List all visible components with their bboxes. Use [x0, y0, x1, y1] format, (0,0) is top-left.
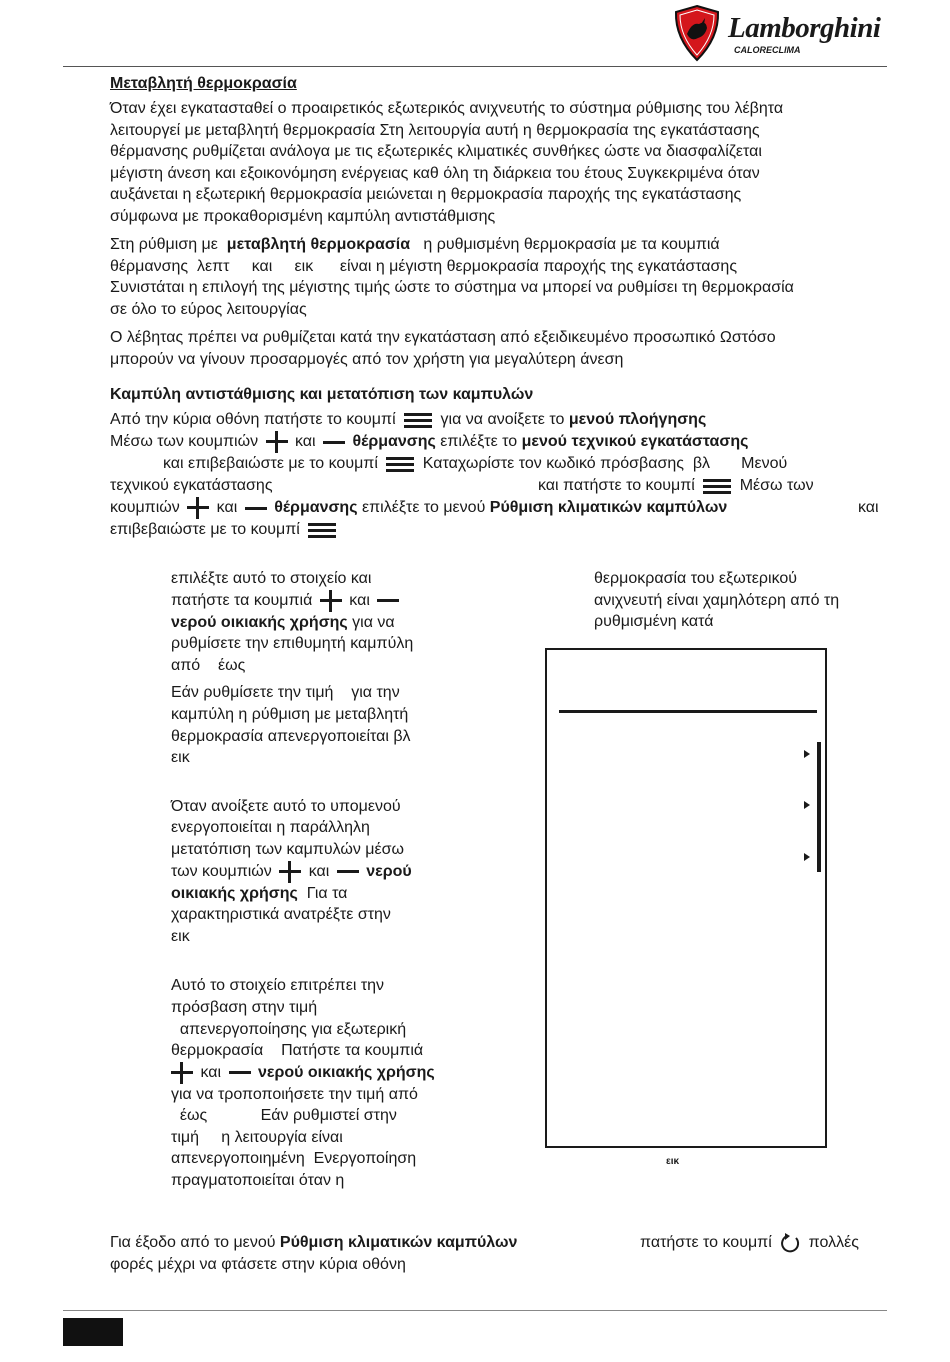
text-span: επιβεβαιώστε με το κουμπί [110, 521, 300, 538]
column-left [171, 568, 471, 1192]
menu-lines-icon [308, 522, 336, 538]
text-line: πραγματοποιείται όταν η [171, 1172, 345, 1190]
text-line [110, 497, 900, 519]
plus-icon [279, 861, 301, 883]
text-line [171, 883, 471, 905]
paragraph-exit-menu [110, 1232, 900, 1276]
block-outdoor-cutoff [171, 975, 471, 1191]
minus-icon [229, 1071, 251, 1074]
text-line: Όταν ανοίξετε αυτό το υπομενού [171, 797, 401, 815]
text-line: έως Εάν ρυθμιστεί στην [171, 1107, 397, 1125]
text-line: χαρακτηριστικά ανατρέξτε στην [171, 906, 391, 924]
minus-icon [337, 870, 359, 873]
text-span: και πατήστε το κουμπί [538, 477, 695, 494]
section-title-compensation-curve: Καμπύλη αντιστάθμισης και μετατόπιση των καμπυλών [110, 386, 534, 403]
text-span [640, 1232, 859, 1254]
text-line: φορές μέχρι να φτάσετε στην κύρια οθόνη [110, 1256, 406, 1273]
text-line: απενεργοποιημένη Ενεργοποίηση [171, 1150, 417, 1168]
paragraph-max-temperature [110, 234, 900, 320]
text-line [110, 453, 900, 475]
menu-arrow-icon [804, 750, 810, 758]
section-title-variable-temperature: Μεταβλητή θερμοκρασία [110, 75, 297, 92]
plus-icon [266, 431, 288, 453]
text-span: κουμπιών [110, 499, 180, 517]
text-line: μετατόπιση των καμπυλών μέσω [171, 840, 405, 858]
paragraph-variable-temperature-intro [110, 98, 900, 228]
text-line: θερμοκρασία Πατήστε τα κουμπιά [171, 1042, 424, 1060]
text-span: Για έξοδο από το μενού [110, 1234, 276, 1251]
term-installer-menu: μενού τεχνικού εγκατάστασης [521, 433, 749, 451]
text-line: εικ [171, 927, 190, 945]
text-span: πολλές [808, 1234, 859, 1252]
text-span: και [858, 499, 879, 516]
text-line: επιλέξτε αυτό το στοιχείο και [171, 570, 372, 587]
text-span: και [200, 1063, 222, 1081]
term-dhw: νερού [366, 862, 412, 880]
menu-lines-icon [386, 456, 414, 472]
text-line: από έως [171, 656, 246, 674]
page-number-tab [63, 1318, 123, 1346]
text-line [110, 234, 900, 256]
text-line: σε όλο το εύρος λειτουργίας [110, 300, 307, 318]
text-line: πρόσβαση στην τιμή [171, 998, 318, 1016]
minus-icon [323, 441, 345, 444]
text-line: ρυθμισμένη κατά [594, 613, 714, 631]
text-line: Όταν έχει εγκατασταθεί ο προαιρετικός εξωτερικός ανιχνευτής το σύστημα ρύθμισης του λέβητα [110, 100, 784, 117]
text-span: για να [347, 613, 395, 631]
term-dhw: νερού οικιακής χρήσης [171, 613, 348, 631]
text-line: θερμοκρασία του εξωτερικού [594, 570, 798, 587]
display-header-divider [559, 710, 817, 713]
text-line: απενεργοποίησης για εξωτερική [171, 1020, 407, 1038]
block-parallel-shift [171, 796, 471, 948]
menu-arrow-icon [804, 853, 810, 861]
paragraph-installer-note [110, 327, 900, 370]
text-span: Για τα [297, 884, 348, 902]
text-line: αυξάνεται η εξωτερική θερμοκρασία μειώνεται η θερμοκρασία παροχής της εγκατάστασης [110, 186, 742, 204]
text-line: μέγιστη άνεση και εξοικονόμηση ενέργειας καθ όλη τη διάρκεια του έτους Συγκεκριμένα όταν [110, 164, 760, 182]
brand-name: Lamborghini [728, 12, 881, 44]
text-span: Από την κύρια οθόνη πατήστε το κουμπί [110, 411, 396, 428]
text-line: λειτουργεί με μεταβλητή θερμοκρασία Στη λειτουργία αυτή η θερμοκρασία της εγκατάστασης [110, 121, 760, 139]
text-line: εικ [171, 749, 190, 767]
text-span: για να ανοίξετε το [440, 411, 565, 428]
text-line: για να τροποποιήσετε την τιμή από [171, 1085, 418, 1103]
text-span: και [349, 591, 370, 609]
text-span: επιλέξτε το [435, 433, 518, 451]
term-climate-curves-menu: Ρύθμιση κλιματικών καμπύλων [279, 1234, 518, 1251]
paragraph-navigation-steps [110, 409, 900, 541]
text-line [110, 409, 900, 431]
text-line: μπορούν να γίνουν προσαρμογές από τον χρήστη για μεγαλύτερη άνεση [110, 350, 624, 368]
text-line: ανιχνευτή είναι χαμηλότερη από τη [594, 591, 840, 609]
text-span: τεχνικού εγκατάστασης [110, 477, 273, 494]
text-line: θέρμανσης λεπτ και εικ είναι η μέγιστη θερμοκρασία παροχής της εγκατάστασης [110, 257, 738, 275]
brand-subtitle: CALORECLIMA [734, 45, 801, 55]
text-line [110, 1232, 900, 1254]
term-climate-curves-menu: Ρύθμιση κλιματικών καμπύλων [489, 499, 728, 517]
plus-icon [187, 497, 209, 519]
text-line: σύμφωνα με προκαθορισμένη καμπύλη αντιστάθμισης [110, 207, 496, 225]
text-span: Στη ρύθμιση με [110, 236, 227, 253]
text-span: Μέσω των [739, 477, 814, 494]
term-heating: θέρμανσης [274, 499, 358, 517]
term-navigation-menu: μενού πλοήγησης [568, 411, 707, 428]
text-line [171, 612, 471, 634]
text-line: τιμή η λειτουργία είναι [171, 1128, 343, 1146]
text-span: επιλέξτε το μενού [361, 499, 486, 517]
text-line [171, 861, 471, 883]
text-span: πατήστε το κουμπί [640, 1234, 772, 1252]
text-span: και επιβεβαιώστε με το κουμπί [163, 455, 378, 472]
block-curve-zero [171, 682, 471, 768]
text-span: και [308, 862, 330, 880]
figure-caption: εικ [666, 1156, 680, 1167]
text-line: Αυτό το στοιχείο επιτρέπει την [171, 977, 385, 995]
text-line: Εάν ρυθμίσετε την τιμή για την [171, 684, 400, 702]
text-span: των κουμπιών [171, 862, 272, 880]
text-line [171, 1062, 471, 1084]
text-line [110, 475, 900, 497]
text-span [538, 475, 814, 497]
minus-icon [377, 599, 399, 602]
term-variable-temperature: μεταβλητή θερμοκρασία [226, 236, 411, 253]
menu-lines-icon [703, 478, 731, 494]
text-line: Ο λέβητας πρέπει να ρυθμίζεται κατά την εγκατάσταση από εξειδικευμένο προσωπικό Ωστόσο [110, 329, 776, 346]
text-line: ενεργοποιείται η παράλληλη [171, 819, 370, 837]
text-span: Καταχωρίστε τον κωδικό πρόσβασης βλ Μενού [422, 455, 788, 472]
text-line: καμπύλη η ρύθμιση με μεταβλητή [171, 705, 409, 723]
text-line [171, 590, 471, 612]
text-span: Μέσω των κουμπιών [110, 433, 259, 451]
text-line [110, 519, 900, 541]
block-curve-select [171, 568, 471, 676]
header-divider [63, 66, 887, 67]
column-right [594, 568, 894, 633]
term-heating: θέρμανσης [352, 433, 436, 451]
text-span: πατήστε τα κουμπιά [171, 591, 313, 609]
footer-divider [63, 1310, 887, 1311]
plus-icon [320, 590, 342, 612]
menu-arrow-icon [804, 801, 810, 809]
minus-icon [245, 507, 267, 510]
menu-lines-icon [404, 412, 432, 428]
plus-icon [171, 1062, 193, 1084]
display-figure [545, 648, 827, 1148]
brand-logo [672, 4, 892, 64]
text-span: και [216, 499, 238, 517]
text-line: θερμοκρασία απενεργοποιείται βλ [171, 727, 411, 745]
text-line: Συνιστάται η επιλογή της μέγιστης τιμής ώστε το σύστημα να μπορεί να ρυθμίσει τη θερμοκρασία [110, 279, 794, 297]
display-scrollbar [817, 742, 821, 872]
lamborghini-bull-shield-icon [672, 4, 722, 62]
text-line: ρυθμίσετε την επιθυμητή καμπύλη [171, 635, 414, 653]
text-span: η ρυθμισμένη θερμοκρασία με τα κουμπιά [410, 236, 720, 253]
text-span: και [294, 433, 316, 451]
term-dhw: οικιακής χρήσης [171, 884, 298, 902]
term-dhw: νερού οικιακής χρήσης [257, 1063, 435, 1081]
reset-icon [779, 1232, 801, 1254]
text-line [110, 431, 900, 453]
text-line: θέρμανσης ρυθμίζεται ανάλογα με τις εξωτερικές κλιματικές συνθήκες ώστε να διασφαλίζεται [110, 143, 762, 161]
